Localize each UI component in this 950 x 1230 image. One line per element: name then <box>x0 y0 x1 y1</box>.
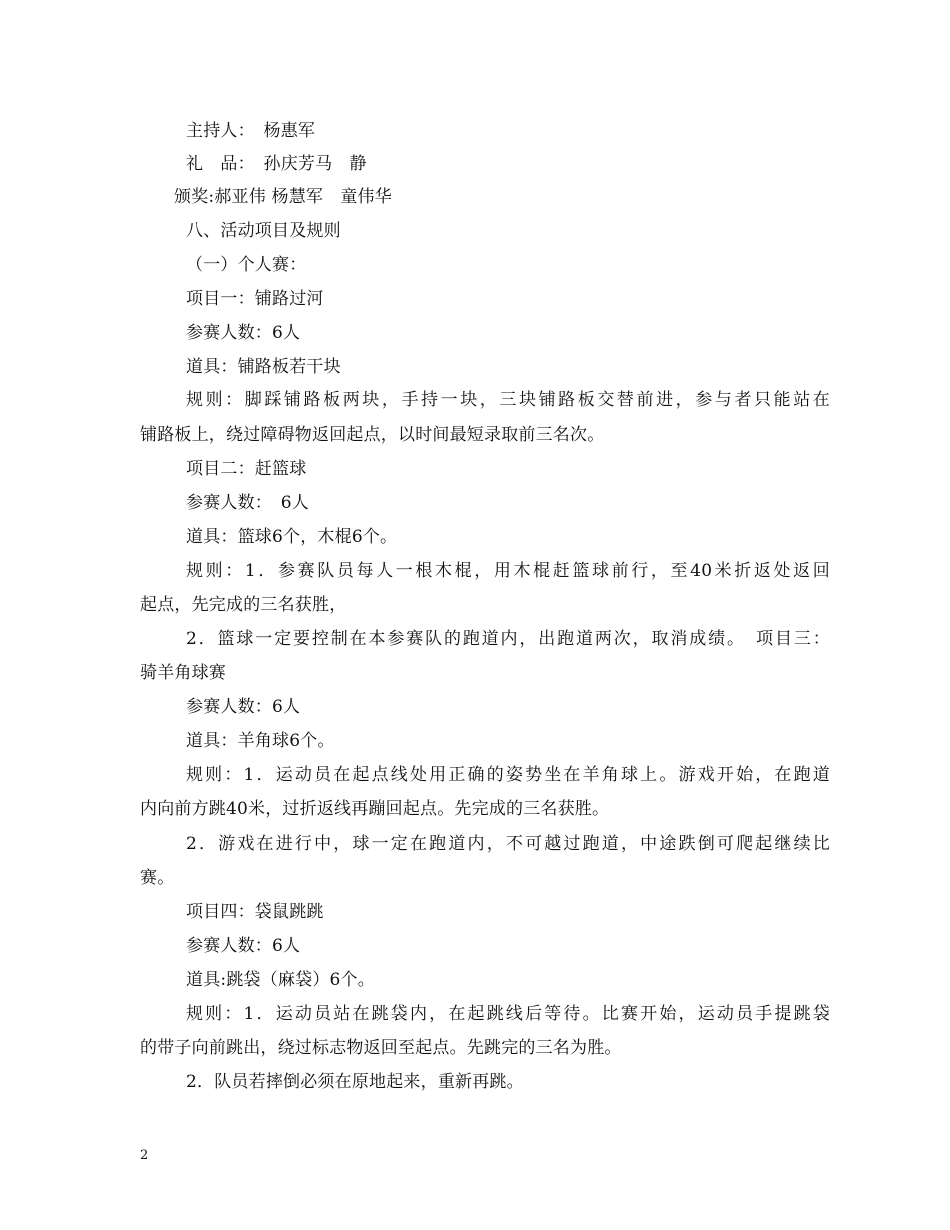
host-line: 主持人： 杨惠军 <box>186 121 316 141</box>
item-three-props: 道具：羊角球6个。 <box>186 731 335 751</box>
item-two-rules-line-2: 起点，先完成的三名获胜， <box>140 595 347 615</box>
subsection-heading: （一）个人赛： <box>186 255 307 275</box>
page-number: 2 <box>140 1148 149 1163</box>
item-four-rules-line-1: 规则：1．运动员站在跳袋内，在起跳线后等待。比赛开始，运动员手提跳袋 <box>186 1004 830 1024</box>
item-three-participants: 参赛人数：6人 <box>186 697 301 717</box>
award-line: 颁奖:郝亚伟 杨慧军 童伟华 <box>174 187 392 207</box>
item-four-rules-line-3: 2．队员若摔倒必须在原地起来，重新再跳。 <box>186 1072 524 1092</box>
item-one-props: 道具：铺路板若干块 <box>186 357 341 377</box>
item-four-title: 项目四：袋鼠跳跳 <box>186 902 324 922</box>
item-one-title: 项目一：铺路过河 <box>186 289 324 309</box>
item-three-rules-line-3: 2．游戏在进行中，球一定在跑道内，不可越过跑道，中途跌倒可爬起继续比 <box>186 834 830 854</box>
item-one-rules-line-1: 规则：脚踩铺路板两块，手持一块，三块铺路板交替前进，参与者只能站在 <box>186 390 830 410</box>
item-four-participants: 参赛人数：6人 <box>186 936 301 956</box>
item-one-participants: 参赛人数：6人 <box>186 323 301 343</box>
section-heading: 八、活动项目及规则 <box>186 221 341 241</box>
item-two-rules-line-3: 2．篮球一定要控制在本参赛队的跑道内，出跑道两次，取消成绩。 项目三： <box>186 629 830 649</box>
item-four-props: 道具:跳袋（麻袋）6个。 <box>186 970 375 990</box>
item-one-rules-line-2: 铺路板上，绕过障碍物返回起点，以时间最短录取前三名次。 <box>140 425 605 445</box>
item-three-rules-line-4: 赛。 <box>140 868 175 888</box>
item-two-title: 项目二：赶篮球 <box>186 459 307 479</box>
item-four-rules-line-2: 的带子向前跳出，绕过标志物返回至起点。先跳完的三名为胜。 <box>140 1038 622 1058</box>
item-three-rules-line-2: 内向前方跳40米，过折返线再蹦回起点。先完成的三名获胜。 <box>140 799 610 819</box>
item-three-title: 骑羊角球赛 <box>140 663 226 683</box>
item-two-participants: 参赛人数： 6人 <box>186 493 309 513</box>
item-three-rules-line-1: 规则：1．运动员在起点线处用正确的姿势坐在羊角球上。游戏开始，在跑道 <box>186 765 830 785</box>
item-two-props: 道具：篮球6个，木棍6个。 <box>186 527 398 547</box>
item-two-rules-line-1: 规则：1．参赛队员每人一根木棍，用木棍赶篮球前行，至40米折返处返回 <box>186 561 830 581</box>
gifts-line: 礼 品： 孙庆芳马 静 <box>186 154 367 174</box>
